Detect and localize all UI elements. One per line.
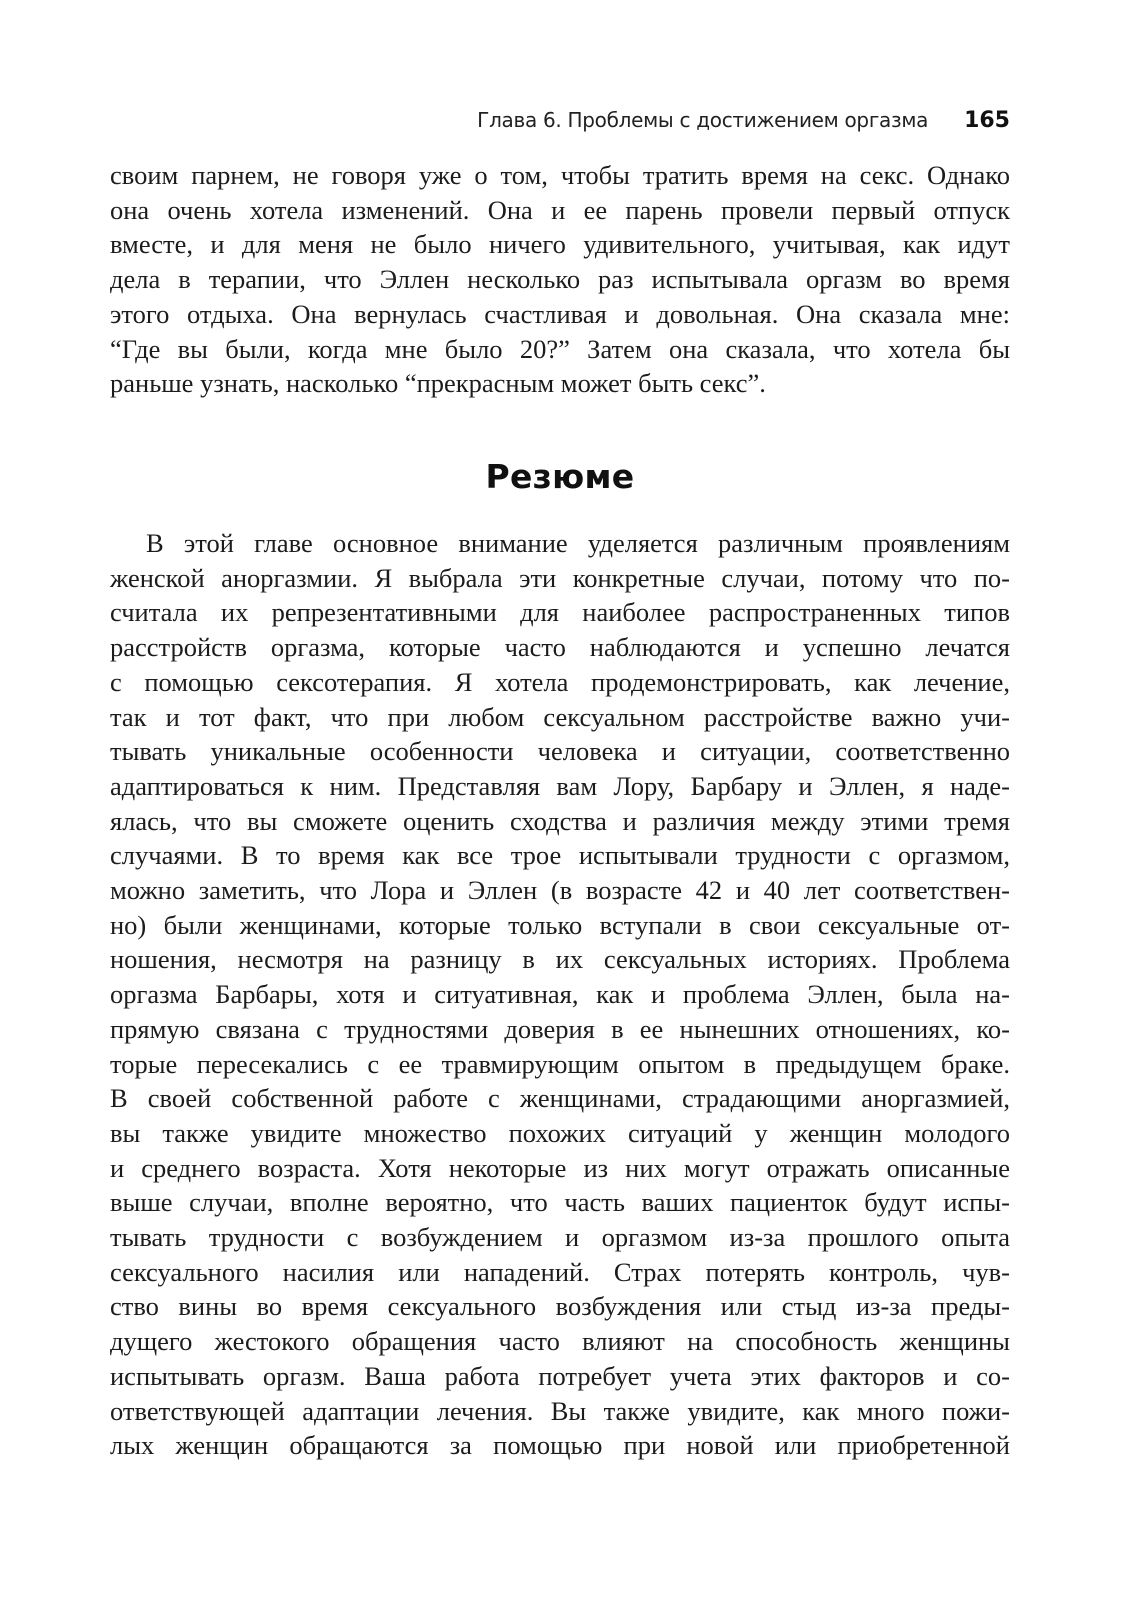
text-line: она очень хотела изменений. Она и ее парень провели первый отпуск <box>110 194 1010 225</box>
text-line: вы также увидите множество похожих ситуаций у женщин молодого <box>110 1117 1010 1148</box>
text-line: выше случаи, вполне вероятно, что часть ваших пациенток будут испы- <box>110 1187 1010 1218</box>
text-line: В этой главе основное внимание уделяется различным проявлениям <box>146 528 1010 558</box>
text-line: но) были женщинами, которые только вступали в свои сексуальные от- <box>110 909 1010 940</box>
running-header <box>110 100 1010 140</box>
section-heading: Резюме <box>485 457 635 496</box>
text-line: раньше узнать, насколько “прекрасным может быть секс”. <box>110 368 766 399</box>
chapter-title: Глава 6. Проблемы с достижением оргазма <box>477 108 929 132</box>
text-line: адаптироваться к ним. Представляя вам Лору, Барбару и Эллен, я наде- <box>110 770 1010 801</box>
continued-paragraph <box>110 158 1010 401</box>
text-line: можно заметить, что Лора и Эллен (в возрасте 42 и 40 лет соответствен- <box>110 875 1010 906</box>
text-line: так и тот факт, что при любом сексуальном расстройстве важно учи- <box>110 701 1010 732</box>
summary-paragraph <box>110 526 1010 1463</box>
page-number: 165 <box>964 107 1010 133</box>
text-line: женской аноргазмии. Я выбрала эти конкретные случаи, потому что по- <box>110 562 1010 593</box>
text-line: “Где вы были, когда мне было 20?” Затем она сказала, что хотела бы <box>110 333 1010 364</box>
text-line: дела в терапии, что Эллен несколько раз испытывала оргазм во время <box>110 264 1010 295</box>
text-line: ство вины во время сексуального возбуждения или стыд из-за преды- <box>110 1291 1010 1322</box>
text-line: испытывать оргазм. Ваша работа потребует учета этих факторов и со- <box>110 1360 1010 1391</box>
text-line: прямую связана с трудностями доверия в ее нынешних отношениях, ко- <box>110 1013 1010 1044</box>
text-line: тывать уникальные особенности человека и ситуации, соответственно <box>110 736 1010 767</box>
text-line: с помощью сексотерапия. Я хотела продемонстрировать, как лечение, <box>110 666 1010 697</box>
text-line: и среднего возраста. Хотя некоторые из них могут отражать описанные <box>110 1152 1010 1183</box>
text-line: ответствующей адаптации лечения. Вы также увидите, как много пожи- <box>110 1395 1010 1426</box>
text-line: В своей собственной работе с женщинами, страдающими аноргазмией, <box>110 1083 1010 1114</box>
text-line: ялась, что вы сможете оценить сходства и различия между этими тремя <box>110 805 1010 836</box>
text-line: торые пересекались с ее травмирующим опытом в предыдущем браке. <box>110 1048 1010 1079</box>
text-line: вместе, и для меня не было ничего удивительного, учитывая, как идут <box>110 229 1010 260</box>
text-line: лых женщин обращаются за помощью при новой или приобретенной <box>110 1430 1010 1461</box>
text-line: дущего жестокого обращения часто влияют на способность женщины <box>110 1326 1010 1357</box>
text-line: оргазма Барбары, хотя и ситуативная, как и проблема Эллен, была на- <box>110 979 1010 1010</box>
text-line: ношения, несмотря на разницу в их сексуальных историях. Проблема <box>110 944 1010 975</box>
text-line: считала их репрезентативными для наиболее распространенных типов <box>110 597 1010 628</box>
text-line: случаями. В то время как все трое испытывали трудности с оргазмом, <box>110 840 1010 871</box>
text-line: сексуального насилия или нападений. Страх потерять контроль, чув- <box>110 1256 1010 1287</box>
text-line: своим парнем, не говоря уже о том, чтобы тратить время на секс. Однако <box>110 160 1010 190</box>
text-line: расстройств оргазма, которые часто наблюдаются и успешно лечатся <box>110 632 1010 663</box>
text-line: тывать трудности с возбуждением и оргазмом из-за прошлого опыта <box>110 1222 1010 1253</box>
text-line: этого отдыха. Она вернулась счастливая и довольная. Она сказала мне: <box>110 298 1010 329</box>
